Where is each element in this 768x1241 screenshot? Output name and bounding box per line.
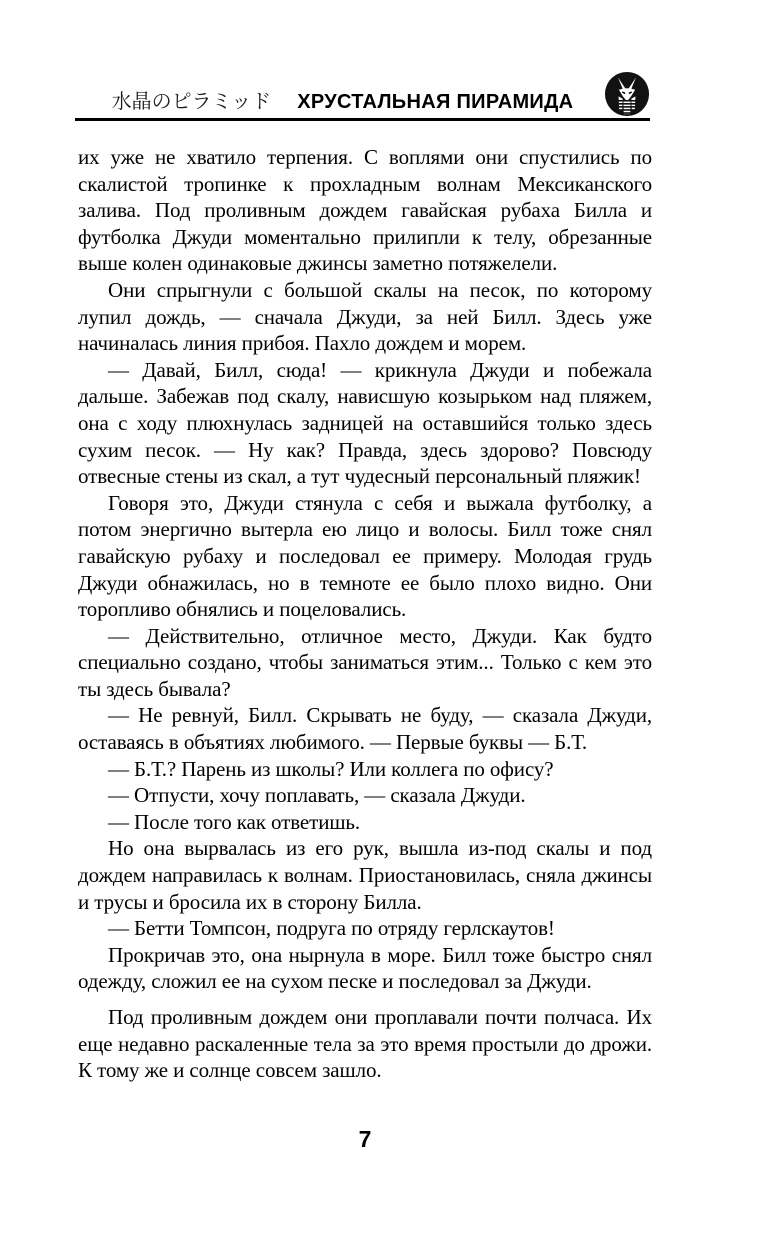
page-number: 7 xyxy=(358,1126,372,1152)
paragraph: Но она вырвалась из его рук, вышла из-под скалы и под дождем направилась к волнам. Приостановилась, сняла джинсы и трусы и бросила их в сторону Билла. xyxy=(78,836,652,914)
paragraph: их уже не хватило терпения. С воплями они спустились по скалистой тропинке к прохладным волнам Мексиканского залива. Под проливным дождем гавайская рубаха Билла и футболка Джуди моментально прилипли к телу, обрезанные выше колен одинаковые джинсы заметно потяжелели. xyxy=(78,145,652,276)
header-rule xyxy=(75,118,650,121)
page-footer xyxy=(78,1126,652,1153)
paragraph: Говоря это, Джуди стянула с себя и выжала футболку, а потом энергично вытерла ею лицо и волосы. Билл тоже снял гавайскую рубаху и последовал ее примеру. Молодая грудь Джуди обнажилась, но в темноте ее было плохо видно. Они торопливо обнялись и поцеловались. xyxy=(78,490,652,622)
running-head xyxy=(75,85,650,114)
paragraph: — Отпусти, хочу поплавать, — сказала Джуди. xyxy=(108,783,526,808)
paragraph: — Не ревнуй, Билл. Скрывать не буду, — сказала Джуди, оставаясь в объятиях любимого. — Первые буквы — Б.Т. xyxy=(78,703,652,755)
anubis-logo-icon xyxy=(604,71,650,117)
paragraph: — Действительно, отличное место, Джуди. Как будто специально создано, чтобы заниматься этим... Только с кем это ты здесь бывала? xyxy=(78,623,652,701)
paragraph: — Б.Т.? Парень из школы? Или коллега по офису? xyxy=(108,756,554,781)
running-head-russian-title: ХРУСТАЛЬНАЯ ПИРАМИДА xyxy=(297,91,574,113)
paragraph: — После того как ответишь. xyxy=(108,809,361,834)
page-text xyxy=(78,144,652,1084)
paragraph: Они спрыгнули с большой скалы на песок, по которому лупил дождь, — сначала Джуди, за ней Билл. Здесь уже начиналась линия прибоя. Пахло дождем и морем. xyxy=(78,277,652,356)
page-header xyxy=(75,70,650,121)
paragraph: Прокричав это, она нырнула в море. Билл тоже быстро снял одежду, сложил ее на сухом песке и последовал за Джуди. xyxy=(78,942,652,994)
running-head-japanese-title: 水晶のピラミッド xyxy=(111,89,272,113)
paragraph: — Давай, Билл, сюда! — крикнула Джуди и побежала дальше. Забежав под скалу, нависшую козырьком над пляжем, она с ходу плюхнулась задницей на оставшийся только здесь сухим песок. — Ну как? Правда, здесь здорово? Повсюду отвесные стены из скал, а тут чудесный персональный пляжик! xyxy=(78,357,652,489)
paragraph: — Бетти Томпсон, подруга по отряду герлскаутов! xyxy=(108,916,555,941)
paragraph: Под проливным дождем они проплавали почти полчаса. Их еще недавно раскаленные тела за это время простыли до дрожи. К тому же и солнце совсем зашло. xyxy=(78,1005,652,1083)
